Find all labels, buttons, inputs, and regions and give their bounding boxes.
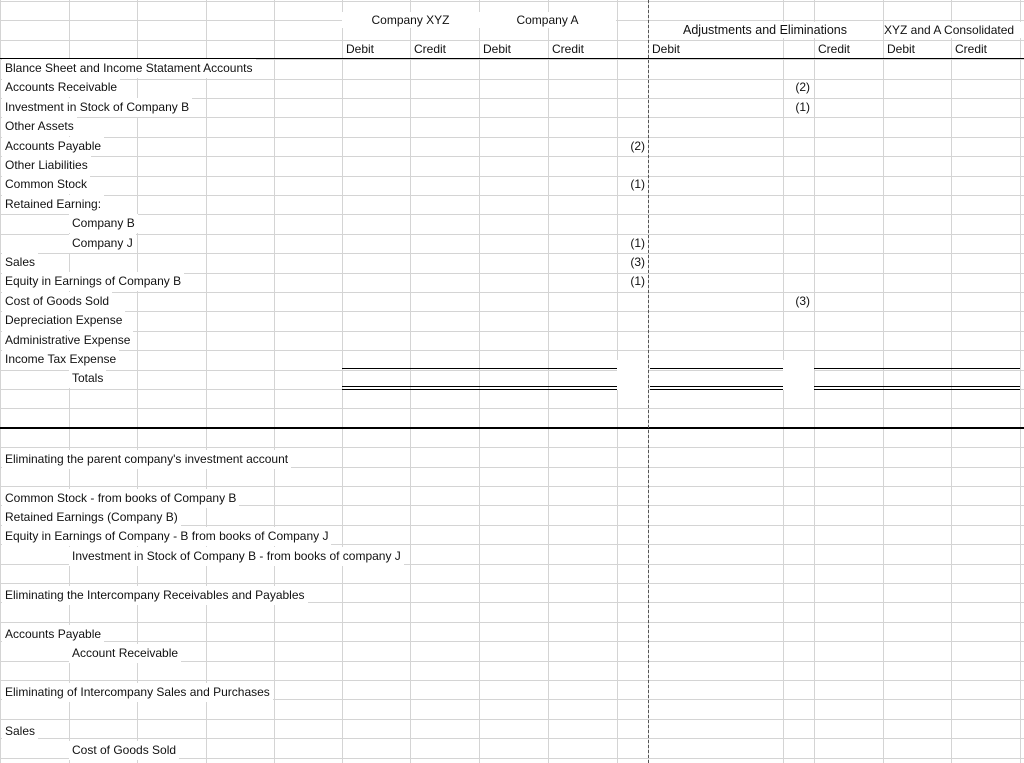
page-break-line: [648, 0, 649, 763]
grid-row-line: [0, 176, 1024, 177]
header-adjustments: Adjustments and Eliminations: [650, 22, 880, 38]
gap-column: [783, 360, 814, 390]
header-xyz-credit: Credit: [414, 42, 447, 56]
totals-rule-double: [342, 386, 617, 387]
adjustment-ref-debit: (2): [630, 139, 645, 153]
elim-line[interactable]: Sales: [2, 722, 38, 741]
grid-row-line: [0, 214, 1024, 215]
grid-column-line: [548, 0, 549, 763]
grid-column-line: [342, 0, 343, 763]
elim-line[interactable]: Accounts Payable: [2, 625, 104, 644]
elim-line-indented[interactable]: Account Receivable: [69, 644, 181, 663]
header-cons-credit: Credit: [955, 42, 988, 56]
grid-row-line: [0, 583, 1024, 584]
grid-row-line: [0, 719, 1024, 720]
grid-row-line: [0, 156, 1024, 157]
totals-rule-top: [814, 368, 1020, 369]
totals-rule-double: [650, 386, 783, 387]
elim-line[interactable]: Common Stock - from books of Company B: [2, 489, 239, 508]
grid-row-line: [0, 292, 1024, 293]
account-row-label[interactable]: Income Tax Expense: [2, 350, 119, 369]
header-cons-debit: Debit: [887, 42, 916, 56]
grid-row-line: [0, 447, 1024, 448]
grid-row-line: [0, 738, 1024, 739]
adjustment-ref-credit: (2): [795, 80, 810, 94]
header-company-xyz: Company XYZ: [342, 12, 479, 28]
grid-column-line: [1020, 0, 1021, 763]
totals-rule-top: [342, 368, 617, 369]
adjustment-ref-debit: (3): [630, 255, 645, 269]
account-row-label[interactable]: Accounts Payable: [2, 137, 104, 156]
totals-rule-double: [814, 389, 1020, 390]
grid-column-line: [206, 0, 207, 763]
grid-row-line: [0, 40, 1024, 41]
grid-row-line: [0, 253, 1024, 254]
account-row-label[interactable]: Other Liabilities: [2, 156, 91, 175]
adjustment-ref-debit: (1): [630, 177, 645, 191]
account-row-label[interactable]: Blance Sheet and Income Statament Accounts: [2, 59, 256, 78]
grid-column-line: [814, 0, 815, 763]
grid-row-line: [0, 622, 1024, 623]
account-row-label[interactable]: Administrative Expense: [2, 331, 133, 350]
header-a-credit: Credit: [552, 42, 585, 56]
totals-rule-double: [342, 389, 617, 390]
header-consolidated: XYZ and A Consolidated: [884, 22, 1024, 38]
adjustment-ref-credit: (3): [795, 294, 810, 308]
elim-section3-title[interactable]: Eliminating of Intercompany Sales and Purchases: [2, 683, 273, 702]
grid-column-line: [274, 0, 275, 763]
totals-rule-double: [814, 386, 1020, 387]
grid-row-line: [0, 1, 1024, 2]
account-row-label[interactable]: Accounts Receivable: [2, 78, 120, 97]
grid-row-line: [0, 234, 1024, 235]
elim-section2-title[interactable]: Eliminating the Intercompany Receivables and Payables: [2, 586, 308, 605]
totals-rule-top: [650, 368, 783, 369]
grid-row-line: [0, 79, 1024, 80]
account-row-label[interactable]: Equity in Earnings of Company B: [2, 272, 184, 291]
grid-row-line: [0, 117, 1024, 118]
grid-row-line: [0, 641, 1024, 642]
adjustment-ref-credit: (1): [795, 100, 810, 114]
account-row-label[interactable]: Depreciation Expense: [2, 311, 125, 330]
elim-line-indented[interactable]: Investment in Stock of Company B - from books of company J: [69, 547, 404, 566]
elim-line[interactable]: Equity in Earnings of Company - B from books of Company J: [2, 527, 331, 546]
grid-column-line: [0, 0, 1, 763]
account-row-label[interactable]: Cost of Goods Sold: [2, 292, 112, 311]
header-adj-debit: Debit: [652, 42, 681, 56]
grid-row-line: [0, 486, 1024, 487]
adjustment-ref-debit: (1): [630, 236, 645, 250]
grid-row-line: [0, 195, 1024, 196]
grid-row-line: [0, 370, 1024, 371]
grid-column-line: [883, 0, 884, 763]
grid-row-line: [0, 350, 1024, 351]
grid-row-line: [0, 680, 1024, 681]
elim-line-indented[interactable]: Cost of Goods Sold: [69, 741, 179, 760]
grid-row-line: [0, 331, 1024, 332]
header-xyz-debit: Debit: [346, 42, 375, 56]
section-divider: [0, 427, 1024, 429]
elim-section1-title[interactable]: Eliminating the parent company's investment account: [2, 450, 291, 469]
account-row-label[interactable]: Company B: [69, 214, 138, 233]
grid-column-line: [410, 0, 411, 763]
adjustment-ref-debit: (1): [630, 274, 645, 288]
account-row-label[interactable]: Company J: [69, 234, 136, 253]
account-row-label[interactable]: Other Assets: [2, 117, 77, 136]
grid-row-line: [0, 137, 1024, 138]
account-row-label[interactable]: Sales: [2, 253, 38, 272]
grid-column-line: [479, 0, 480, 763]
header-a-debit: Debit: [483, 42, 512, 56]
grid-row-line: [0, 408, 1024, 409]
account-row-label[interactable]: Investment in Stock of Company B: [2, 98, 192, 117]
header-company-a: Company A: [479, 12, 616, 28]
elim-line[interactable]: Retained Earnings (Company B): [2, 508, 181, 527]
gap-column: [617, 360, 648, 390]
account-row-label[interactable]: Totals: [69, 369, 106, 388]
totals-rule-double: [650, 389, 783, 390]
account-row-label[interactable]: Common Stock: [2, 175, 90, 194]
grid-row-line: [0, 311, 1024, 312]
account-row-label[interactable]: Retained Earning:: [2, 195, 104, 214]
header-adj-credit: Credit: [818, 42, 851, 56]
grid-column-line: [951, 0, 952, 763]
